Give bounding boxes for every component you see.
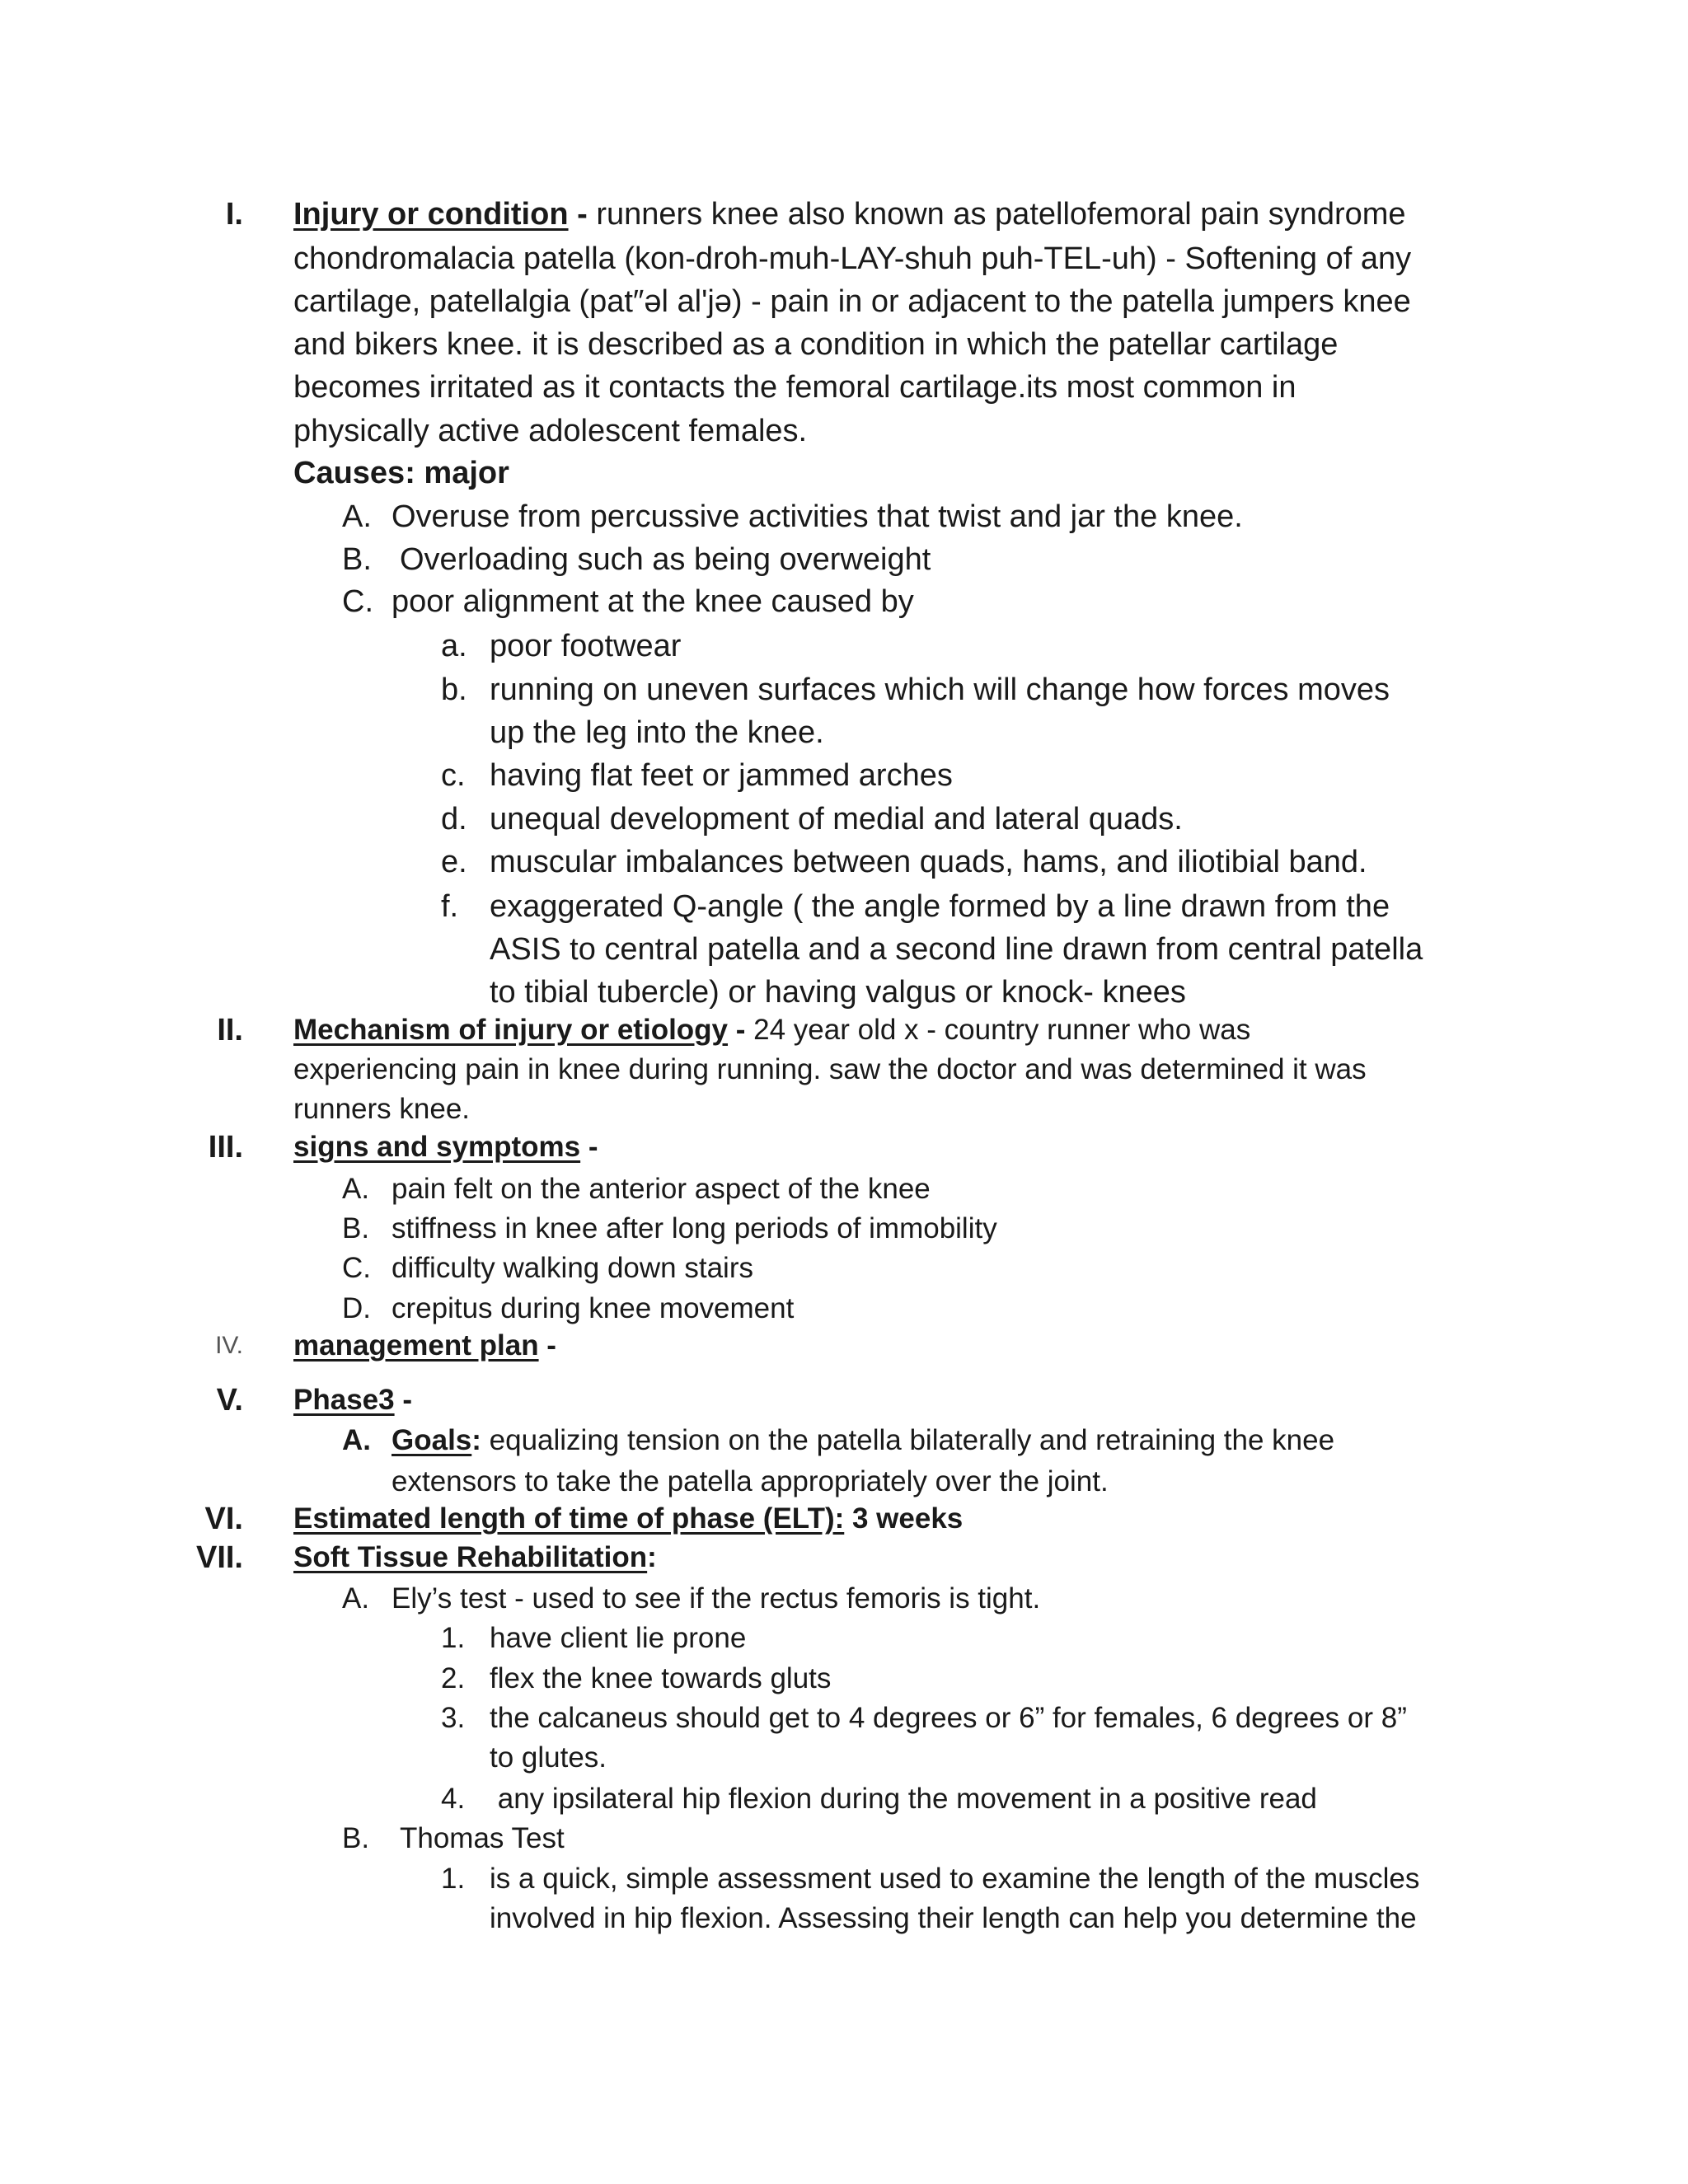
list-item: stiffness in knee after long periods of immobility	[392, 1212, 997, 1244]
list-marker: 3.	[441, 1702, 466, 1734]
list-marker: B.	[342, 1212, 370, 1244]
list-marker: c.	[441, 758, 466, 793]
list-item: the calcaneus should get to 4 degrees or 6” for females, 6 degrees or 8”	[490, 1702, 1407, 1734]
body-line: cartilage, patellalgia (pat″əl alʹjə) - pain in or adjacent to the patella jumpers knee	[293, 284, 1411, 319]
section-numeral: IV.	[215, 1332, 243, 1359]
list-item: exaggerated Q-angle ( the angle formed by a line drawn from the	[490, 889, 1390, 924]
list-marker: A.	[342, 499, 372, 534]
list-marker: 1.	[441, 1622, 466, 1654]
list-item-continuation: up the leg into the knee.	[490, 715, 824, 750]
list-marker: B.	[342, 1822, 370, 1854]
body-line: runners knee.	[293, 1093, 471, 1125]
elt-value: 3 weeks	[844, 1502, 964, 1535]
list-marker: 2.	[441, 1662, 466, 1694]
list-marker: A.	[342, 1173, 370, 1205]
body-line: physically active adolescent females.	[293, 414, 808, 448]
list-marker: D.	[342, 1292, 371, 1324]
section-heading: Phase3	[293, 1384, 395, 1416]
body-line: 24 year old x - country runner who was	[753, 1014, 1251, 1046]
list-marker: d.	[441, 802, 467, 837]
list-item-continuation: to glutes.	[490, 1741, 607, 1774]
goals-label: Goals	[392, 1424, 472, 1456]
list-item: crepitus during knee movement	[392, 1292, 795, 1324]
list-marker: b.	[441, 673, 467, 707]
list-marker: A.	[342, 1424, 371, 1456]
section-numeral: I.	[225, 197, 243, 232]
causes-heading: Causes: major	[293, 456, 509, 490]
section-v-heading-line	[293, 1379, 412, 1422]
body-line: extensors to take the patella appropriately over the joint.	[392, 1465, 1109, 1497]
list-marker: f.	[441, 889, 459, 924]
heading-dash: -	[728, 1014, 754, 1046]
section-heading: Soft Tissue Rehabilitation	[293, 1541, 648, 1573]
list-item: difficulty walking down stairs	[392, 1252, 753, 1284]
list-item-continuation: involved in hip flexion. Assessing their length can help you determine the	[490, 1902, 1417, 1934]
body-line: equalizing tension on the patella bilaterally and retraining the knee	[481, 1424, 1335, 1456]
list-item: running on uneven surfaces which will change how forces moves	[490, 673, 1390, 707]
section-numeral: VI.	[204, 1502, 243, 1536]
list-item: any ipsilateral hip flexion during the movement in a positive read	[490, 1783, 1317, 1815]
list-item: poor footwear	[490, 629, 682, 663]
list-item: Thomas Test	[400, 1822, 565, 1854]
list-marker: e.	[441, 845, 467, 879]
heading-colon: :	[647, 1541, 657, 1573]
list-item: is a quick, simple assessment used to examine the length of the muscles	[490, 1863, 1420, 1895]
body-line: experiencing pain in knee during running. saw the doctor and was determined it was	[293, 1053, 1367, 1085]
list-item: Overuse from percussive activities that twist and jar the knee.	[392, 499, 1243, 534]
section-heading: Estimated length of time of phase (ELT):	[293, 1502, 845, 1535]
list-item: muscular imbalances between quads, hams, and iliotibial band.	[490, 845, 1367, 879]
list-marker: a.	[441, 629, 467, 663]
section-ii-heading-line	[293, 1009, 1250, 1052]
body-line: and bikers knee. it is described as a condition in which the patellar cartilage	[293, 327, 1339, 362]
list-marker: A.	[342, 1582, 370, 1615]
goals-line	[392, 1419, 1334, 1462]
section-heading: Injury or condition	[293, 197, 569, 232]
list-item: pain felt on the anterior aspect of the knee	[392, 1173, 931, 1205]
list-marker: 4.	[441, 1783, 466, 1815]
list-item: Overloading such as being overweight	[400, 542, 931, 577]
section-numeral: III.	[208, 1130, 243, 1165]
section-numeral: II.	[217, 1013, 243, 1047]
list-item: have client lie prone	[490, 1622, 747, 1654]
list-item: poor alignment at the knee caused by	[392, 584, 914, 619]
list-marker: 1.	[441, 1863, 466, 1895]
goals-colon: :	[471, 1424, 481, 1456]
section-heading: signs and symptoms	[293, 1131, 581, 1163]
section-iii-heading-line	[293, 1126, 598, 1169]
body-line: chondromalacia patella (kon-droh-muh-LAY-shuh puh-TEL-uh) - Softening of any	[293, 241, 1412, 276]
section-numeral: V.	[216, 1383, 243, 1418]
section-vi-heading-line	[293, 1497, 963, 1540]
section-i-heading-line	[293, 193, 1406, 236]
heading-dash: -	[568, 197, 597, 232]
heading-dash: -	[538, 1329, 556, 1361]
section-numeral: VII.	[195, 1540, 243, 1575]
body-line: runners knee also known as patellofemoral pain syndrome	[596, 197, 1406, 232]
list-item: having flat feet or jammed arches	[490, 758, 953, 793]
list-marker: B.	[342, 542, 372, 577]
list-item-continuation: to tibial tubercle) or having valgus or knock- knees	[490, 975, 1186, 1010]
list-item: unequal development of medial and lateral quads.	[490, 802, 1183, 837]
list-item: Ely’s test - used to see if the rectus femoris is tight.	[392, 1582, 1041, 1615]
body-line: becomes irritated as it contacts the femoral cartilage.its most common in	[293, 370, 1296, 405]
list-marker: C.	[342, 584, 373, 619]
section-heading: management plan	[293, 1329, 539, 1361]
list-marker: C.	[342, 1252, 371, 1284]
heading-dash: -	[394, 1384, 412, 1416]
list-item-continuation: ASIS to central patella and a second line drawn from central patella	[490, 932, 1423, 967]
list-item: flex the knee towards gluts	[490, 1662, 832, 1694]
section-heading: Mechanism of injury or etiology	[293, 1014, 729, 1046]
section-vii-heading-line	[293, 1536, 657, 1579]
section-iv-heading-line	[293, 1324, 556, 1367]
heading-dash: -	[580, 1131, 598, 1163]
